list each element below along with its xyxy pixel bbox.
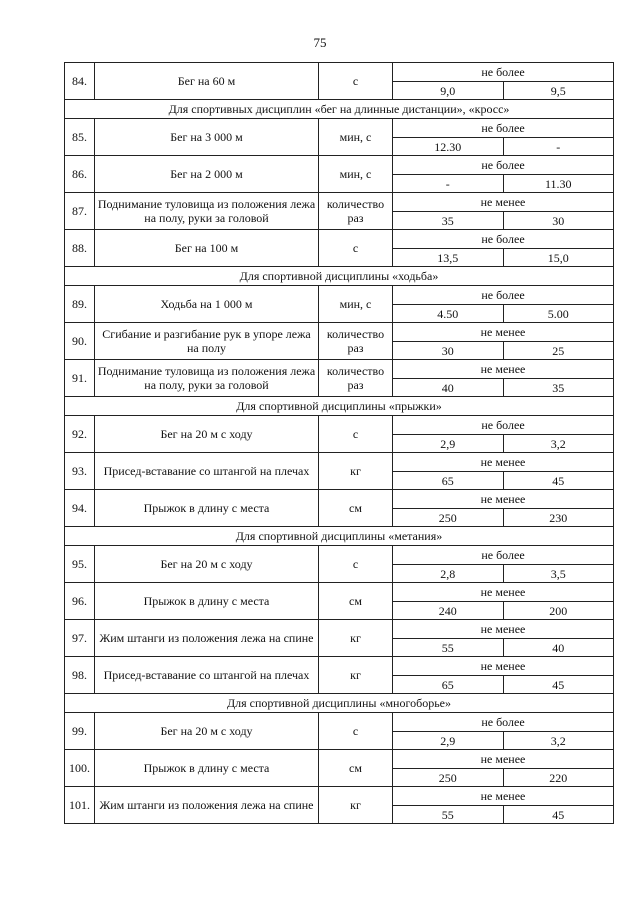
table-row [65, 323, 614, 342]
table-row [65, 750, 614, 769]
row-number: 101. [65, 787, 95, 824]
value-men: 35 [393, 212, 504, 230]
value-men: 9,0 [393, 82, 504, 100]
condition: не более [393, 156, 614, 175]
condition: не более [393, 713, 614, 732]
value-men: 65 [393, 472, 504, 490]
exercise-name: Прыжок в длину с места [95, 490, 319, 527]
exercise-name: Бег на 20 м с ходу [95, 713, 319, 750]
value-men: 2,9 [393, 732, 504, 750]
section-row [65, 694, 614, 713]
table-row [65, 787, 614, 806]
row-number: 98. [65, 657, 95, 694]
value-women: 11.30 [503, 175, 614, 193]
condition: не менее [393, 490, 614, 509]
exercise-name: Поднимание туловища из положения лежа на полу, руки за головой [95, 193, 319, 230]
value-men: 13,5 [393, 249, 504, 267]
condition: не более [393, 546, 614, 565]
norms-table [64, 62, 614, 824]
unit: см [319, 750, 393, 787]
section-title: Для спортивной дисциплины «многоборье» [65, 694, 614, 713]
exercise-name: Сгибание и разгибание рук в упоре лежа на полу [95, 323, 319, 360]
unit: мин, с [319, 156, 393, 193]
value-women: 3,2 [503, 435, 614, 453]
exercise-name: Присед-вставание со штангой на плечах [95, 453, 319, 490]
value-men: - [393, 175, 504, 193]
unit: с [319, 546, 393, 583]
condition: не менее [393, 787, 614, 806]
page-number: 75 [313, 35, 327, 50]
exercise-name: Поднимание туловища из положения лежа на полу, руки за головой [95, 360, 319, 397]
table-row [65, 360, 614, 379]
value-women: 40 [503, 639, 614, 657]
condition: не менее [393, 583, 614, 602]
exercise-name: Бег на 20 м с ходу [95, 546, 319, 583]
row-number: 97. [65, 620, 95, 657]
value-men: 12.30 [393, 138, 504, 156]
table-row [65, 490, 614, 509]
exercise-name: Бег на 100 м [95, 230, 319, 267]
value-men: 30 [393, 342, 504, 360]
unit: кг [319, 620, 393, 657]
unit: мин, с [319, 119, 393, 156]
row-number: 88. [65, 230, 95, 267]
section-row [65, 397, 614, 416]
condition: не более [393, 416, 614, 435]
row-number: 85. [65, 119, 95, 156]
value-women: 15,0 [503, 249, 614, 267]
unit: с [319, 416, 393, 453]
value-women: 25 [503, 342, 614, 360]
unit: кг [319, 453, 393, 490]
unit: количество раз [319, 323, 393, 360]
table-row [65, 230, 614, 249]
value-men: 40 [393, 379, 504, 397]
unit: мин, с [319, 286, 393, 323]
row-number: 84. [65, 63, 95, 100]
value-women: 220 [503, 769, 614, 787]
table-row [65, 657, 614, 676]
exercise-name: Жим штанги из положения лежа на спине [95, 620, 319, 657]
table-row [65, 63, 614, 82]
value-men: 240 [393, 602, 504, 620]
row-number: 92. [65, 416, 95, 453]
value-men: 4.50 [393, 305, 504, 323]
row-number: 99. [65, 713, 95, 750]
condition: не более [393, 286, 614, 305]
row-number: 93. [65, 453, 95, 490]
section-row [65, 267, 614, 286]
value-women: 30 [503, 212, 614, 230]
row-number: 95. [65, 546, 95, 583]
exercise-name: Присед-вставание со штангой на плечах [95, 657, 319, 694]
value-men: 2,8 [393, 565, 504, 583]
condition: не менее [393, 620, 614, 639]
row-number: 90. [65, 323, 95, 360]
value-women: 230 [503, 509, 614, 527]
table-row [65, 286, 614, 305]
exercise-name: Прыжок в длину с места [95, 750, 319, 787]
condition: не более [393, 63, 614, 82]
value-women: 45 [503, 806, 614, 824]
table-row [65, 119, 614, 138]
exercise-name: Прыжок в длину с места [95, 583, 319, 620]
section-title: Для спортивной дисциплины «метания» [65, 527, 614, 546]
section-title: Для спортивной дисциплины «прыжки» [65, 397, 614, 416]
unit: с [319, 713, 393, 750]
unit: см [319, 490, 393, 527]
row-number: 86. [65, 156, 95, 193]
table-row [65, 156, 614, 175]
value-women: 3,2 [503, 732, 614, 750]
value-women: 45 [503, 676, 614, 694]
condition: не менее [393, 193, 614, 212]
condition: не менее [393, 453, 614, 472]
value-women: 35 [503, 379, 614, 397]
value-women: - [503, 138, 614, 156]
table-row [65, 193, 614, 212]
value-women: 200 [503, 602, 614, 620]
value-men: 250 [393, 509, 504, 527]
value-men: 2,9 [393, 435, 504, 453]
row-number: 91. [65, 360, 95, 397]
value-men: 65 [393, 676, 504, 694]
value-men: 55 [393, 639, 504, 657]
section-row [65, 527, 614, 546]
value-men: 55 [393, 806, 504, 824]
unit: см [319, 583, 393, 620]
condition: не менее [393, 657, 614, 676]
row-number: 96. [65, 583, 95, 620]
value-women: 5.00 [503, 305, 614, 323]
table-row [65, 713, 614, 732]
exercise-name: Бег на 60 м [95, 63, 319, 100]
table-row [65, 546, 614, 565]
unit: количество раз [319, 193, 393, 230]
section-row [65, 100, 614, 119]
row-number: 94. [65, 490, 95, 527]
condition: не более [393, 230, 614, 249]
section-title: Для спортивной дисциплины «ходьба» [65, 267, 614, 286]
row-number: 100. [65, 750, 95, 787]
unit: кг [319, 787, 393, 824]
exercise-name: Ходьба на 1 000 м [95, 286, 319, 323]
section-title: Для спортивных дисциплин «бег на длинные дистанции», «кросс» [65, 100, 614, 119]
table-row [65, 620, 614, 639]
unit: с [319, 63, 393, 100]
value-women: 9,5 [503, 82, 614, 100]
unit: количество раз [319, 360, 393, 397]
table-row [65, 416, 614, 435]
exercise-name: Бег на 20 м с ходу [95, 416, 319, 453]
exercise-name: Жим штанги из положения лежа на спине [95, 787, 319, 824]
exercise-name: Бег на 2 000 м [95, 156, 319, 193]
condition: не менее [393, 750, 614, 769]
row-number: 87. [65, 193, 95, 230]
table-row [65, 453, 614, 472]
norms-table-body [65, 63, 614, 824]
value-women: 45 [503, 472, 614, 490]
unit: с [319, 230, 393, 267]
table-row [65, 583, 614, 602]
value-men: 250 [393, 769, 504, 787]
unit: кг [319, 657, 393, 694]
condition: не менее [393, 323, 614, 342]
condition: не менее [393, 360, 614, 379]
condition: не более [393, 119, 614, 138]
row-number: 89. [65, 286, 95, 323]
exercise-name: Бег на 3 000 м [95, 119, 319, 156]
value-women: 3,5 [503, 565, 614, 583]
